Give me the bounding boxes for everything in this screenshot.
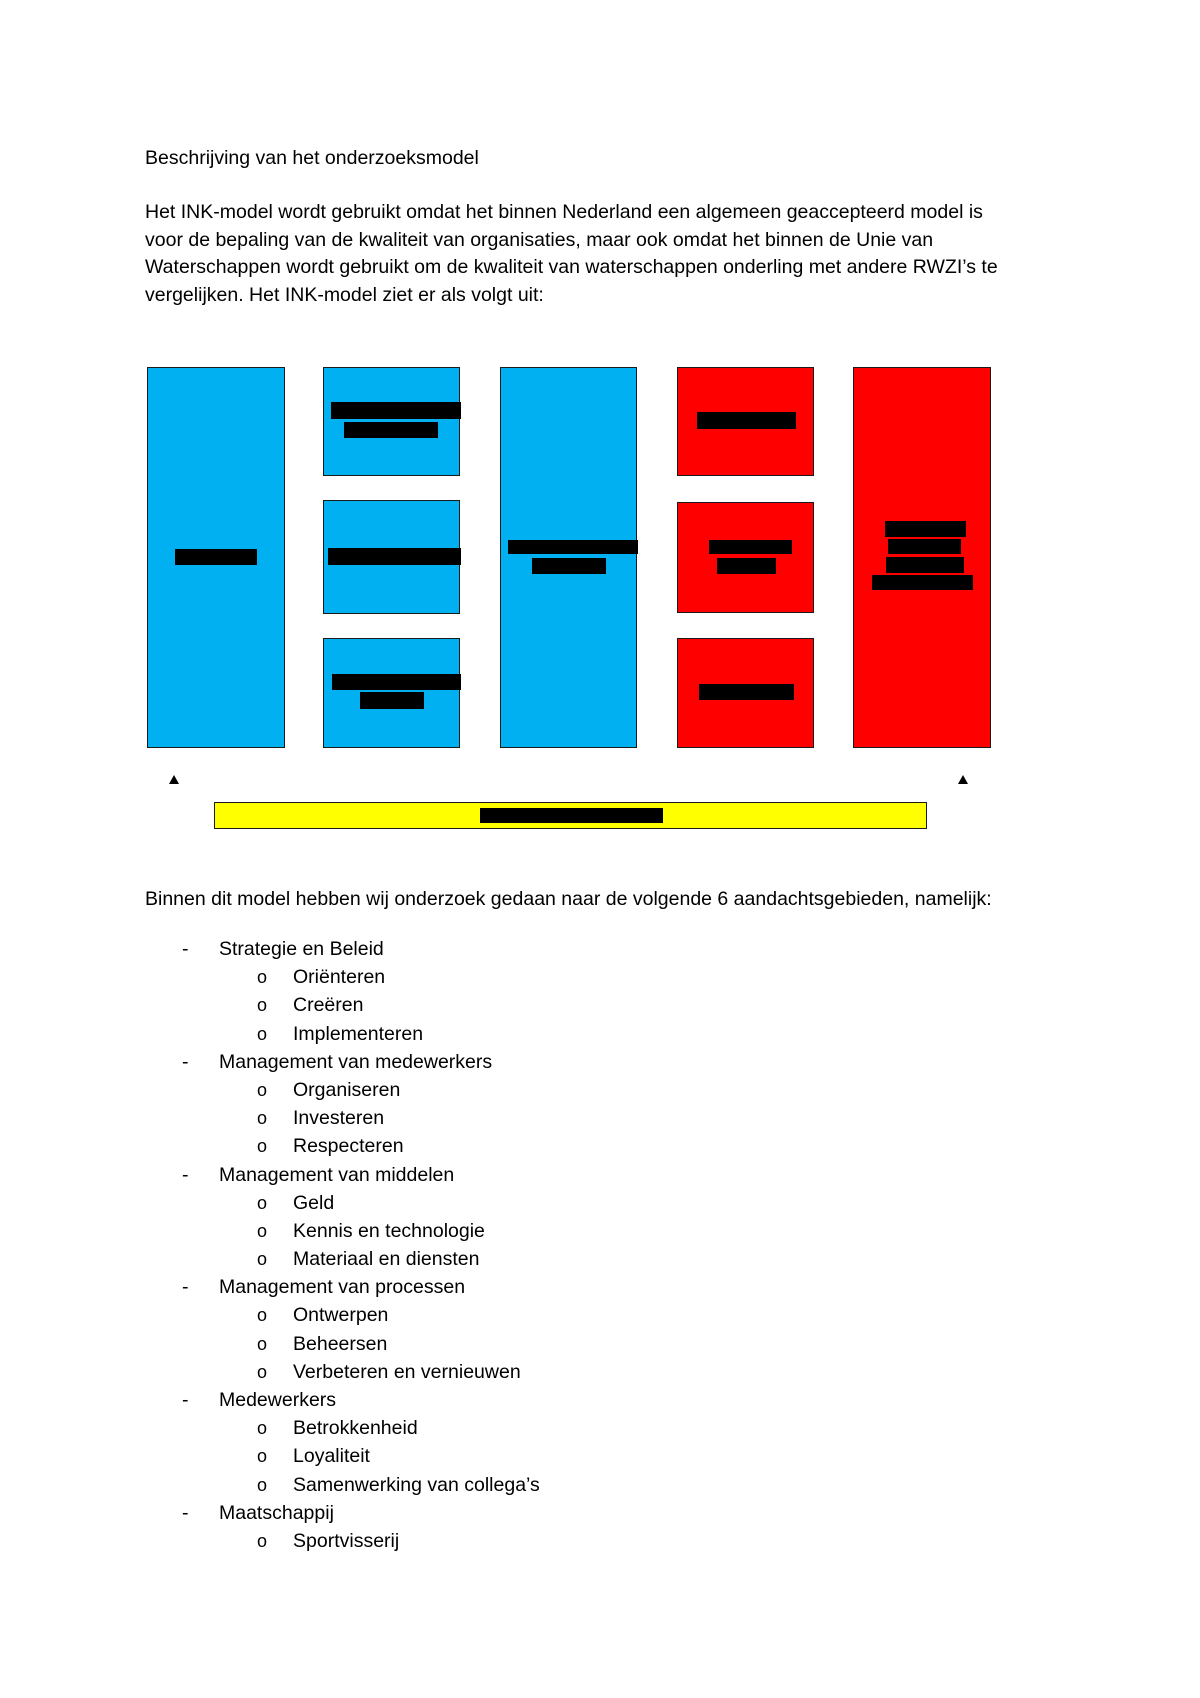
list-intro: Binnen dit model hebben wij onderzoek gedaan naar de volgende 6 aandachtsgebieden, namelijk: bbox=[145, 888, 992, 910]
redaction-bar bbox=[872, 575, 973, 590]
arrow-up-icon bbox=[958, 775, 968, 784]
result-box-society bbox=[677, 638, 814, 748]
dash-bullet: - bbox=[182, 1389, 189, 1411]
redaction-bar bbox=[328, 548, 461, 565]
redaction-bar bbox=[360, 692, 424, 709]
redaction-bar bbox=[532, 558, 606, 574]
redaction-bar bbox=[508, 540, 638, 554]
dash-bullet: - bbox=[182, 938, 189, 960]
enabler-box-employees-mgmt bbox=[323, 500, 460, 614]
redaction-bar bbox=[332, 674, 461, 690]
circle-bullet: o bbox=[257, 1249, 268, 1270]
redaction-bar bbox=[717, 558, 776, 574]
intro-paragraph bbox=[145, 199, 1065, 309]
arrow-up-icon bbox=[169, 775, 179, 784]
feedback-bar-learning bbox=[214, 802, 927, 829]
circle-bullet: o bbox=[257, 1361, 268, 1382]
redaction-bar bbox=[480, 808, 663, 823]
enabler-box-resources-mgmt bbox=[323, 638, 460, 748]
enabler-box-leadership bbox=[147, 367, 285, 748]
dash-bullet: - bbox=[182, 1050, 189, 1073]
result-box-customers bbox=[677, 367, 814, 476]
circle-bullet: o bbox=[257, 967, 268, 988]
intro-line: vergelijken. Het INK-model ziet er als volgt uit: bbox=[145, 283, 544, 306]
redaction-bar bbox=[885, 521, 966, 537]
circle-bullet: o bbox=[257, 1333, 268, 1354]
circle-bullet: o bbox=[257, 1108, 268, 1129]
redaction-bar bbox=[344, 422, 438, 438]
circle-bullet: o bbox=[257, 1023, 268, 1044]
redaction-bar bbox=[709, 540, 792, 554]
circle-bullet: o bbox=[257, 1220, 268, 1241]
circle-bullet: o bbox=[257, 1136, 268, 1157]
enabler-box-strategy bbox=[323, 367, 460, 476]
redaction-bar bbox=[888, 539, 961, 554]
section-title: Beschrijving van het onderzoeksmodel bbox=[145, 147, 479, 169]
circle-bullet: o bbox=[257, 1192, 268, 1213]
redaction-bar bbox=[331, 402, 461, 419]
intro-line: voor de bepaling van de kwaliteit van organisaties, maar ook omdat het binnen de Unie van bbox=[145, 228, 934, 251]
circle-bullet: o bbox=[257, 1446, 268, 1467]
circle-bullet: o bbox=[257, 1474, 268, 1495]
dash-bullet: - bbox=[182, 1276, 189, 1299]
result-box-employees bbox=[677, 502, 814, 613]
intro-line: Het INK-model wordt gebruikt omdat het binnen Nederland een algemeen geaccepteerd model is bbox=[145, 201, 983, 223]
enabler-box-processes bbox=[500, 367, 637, 748]
redaction-bar bbox=[697, 412, 796, 429]
result-box-end-results bbox=[853, 367, 991, 748]
circle-bullet: o bbox=[257, 1079, 268, 1100]
circle-bullet: o bbox=[257, 1305, 268, 1326]
dash-bullet: - bbox=[182, 1163, 189, 1186]
circle-bullet: o bbox=[257, 995, 268, 1016]
circle-bullet: o bbox=[257, 1530, 268, 1551]
circle-bullet: o bbox=[257, 1418, 268, 1439]
intro-line: Waterschappen wordt gebruikt om de kwaliteit van waterschappen onderling met andere RWZI’s te bbox=[145, 256, 998, 278]
redaction-bar bbox=[886, 557, 964, 573]
redaction-bar bbox=[175, 549, 257, 565]
dash-bullet: - bbox=[182, 1501, 189, 1524]
redaction-bar bbox=[699, 684, 794, 700]
